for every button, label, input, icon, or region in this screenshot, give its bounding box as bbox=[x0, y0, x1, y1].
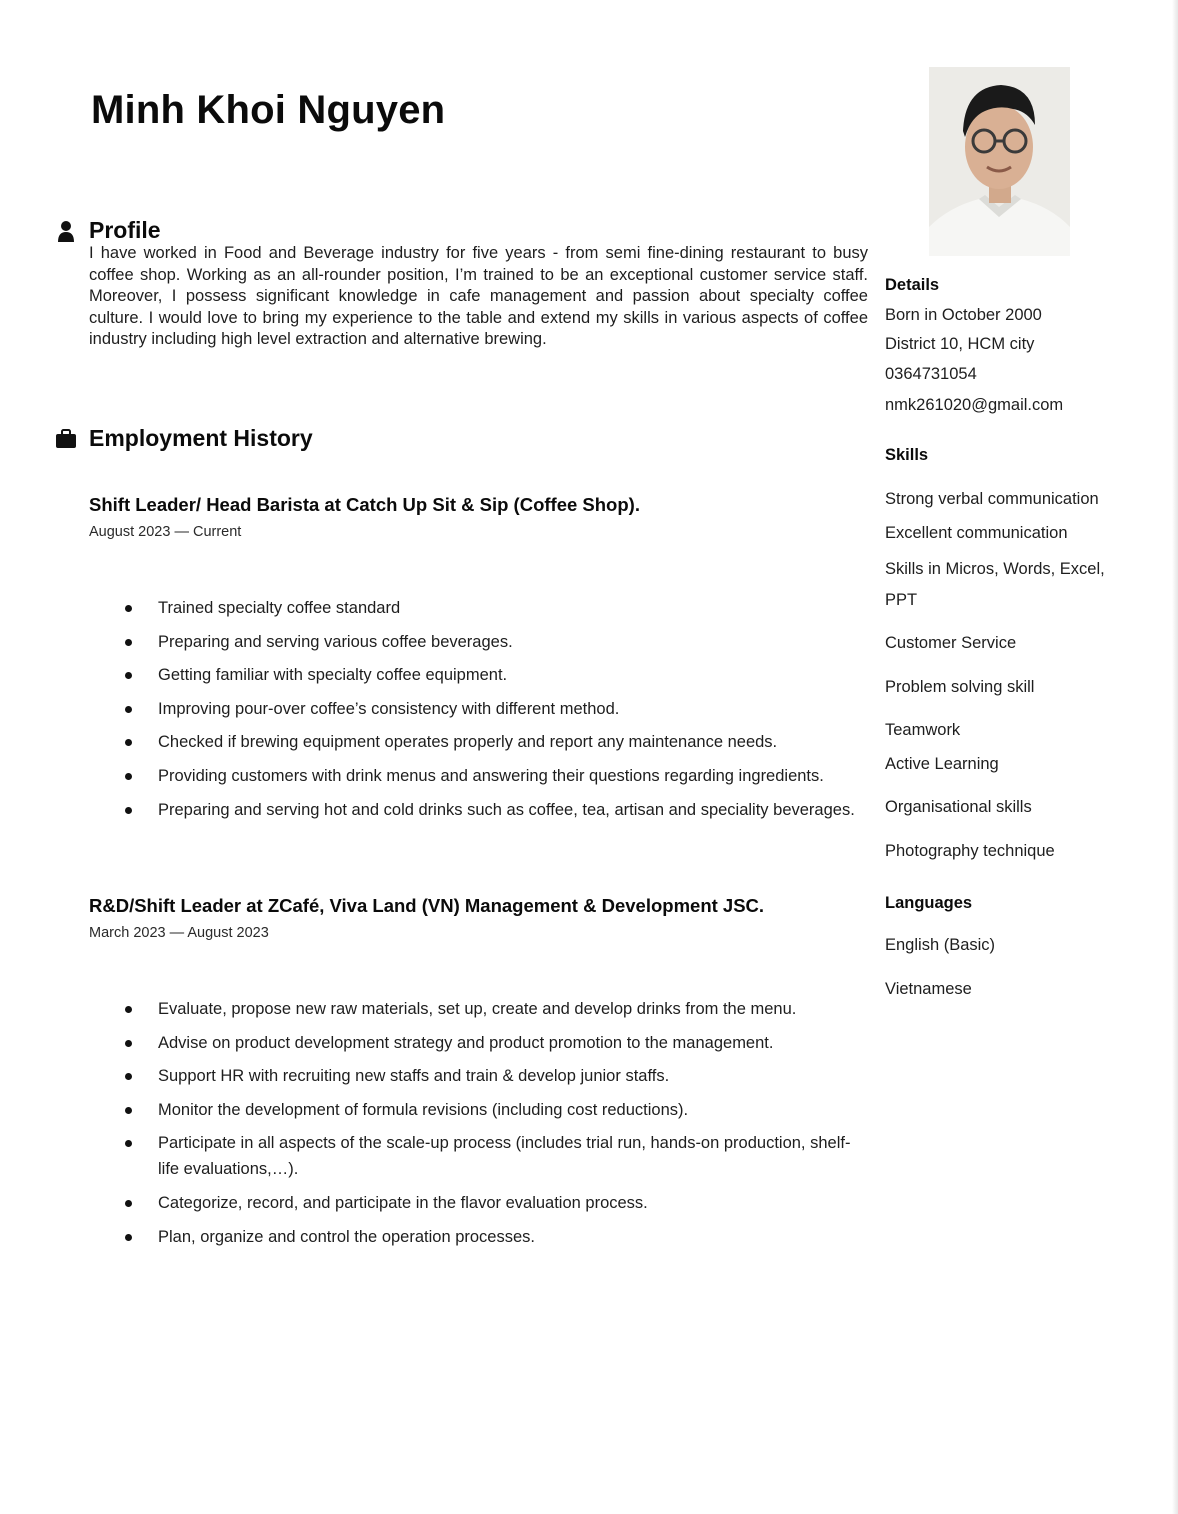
detail-address: District 10, HCM city bbox=[885, 335, 1035, 353]
list-item: Plan, organize and control the operation processes. bbox=[89, 1224, 869, 1250]
skills-heading: Skills bbox=[885, 446, 929, 464]
profile-summary: I have worked in Food and Beverage industry for five years - from semi fine-dining restaurant to busy coffee shop. Working as an all-rounder position, I’m trained to be an exceptional customer service staff. Moreover, I possess significant knowledge in cafe management and passion about specialty coffee culture. I would love to bring my experience to the table and extend my skills in various aspects of coffee industry including high level extraction and alternative brewing. bbox=[89, 244, 868, 349]
skill-item: Skills in Micros, Words, Excel, PPT bbox=[885, 560, 1105, 609]
list-item: Evaluate, propose new raw materials, set up, create and develop drinks from the menu. bbox=[89, 996, 869, 1022]
job-duties-list bbox=[89, 996, 869, 1257]
profile-section-header bbox=[55, 217, 161, 244]
job-duties-list bbox=[89, 595, 869, 830]
job-title: R&D/Shift Leader at ZCafé, Viva Land (VN) Management & Development JSC. bbox=[89, 895, 765, 916]
page-edge bbox=[1172, 0, 1178, 1514]
list-item: Support HR with recruiting new staffs and train & develop junior staffs. bbox=[89, 1063, 869, 1089]
job-dates: August 2023 — Current bbox=[89, 524, 242, 540]
skill-item: Customer Service bbox=[885, 634, 1017, 652]
list-item: Advise on product development strategy and product promotion to the management. bbox=[89, 1030, 869, 1056]
list-item: Trained specialty coffee standard bbox=[89, 595, 869, 621]
skill-item: Active Learning bbox=[885, 755, 999, 773]
languages-heading: Languages bbox=[885, 894, 973, 912]
person-icon bbox=[55, 220, 77, 242]
list-item: Improving pour-over coffee’s consistency with different method. bbox=[89, 696, 869, 722]
list-item: Preparing and serving various coffee beverages. bbox=[89, 629, 869, 655]
candidate-name: Minh Khoi Nguyen bbox=[91, 88, 446, 132]
list-item: Checked if brewing equipment operates properly and report any maintenance needs. bbox=[89, 729, 869, 755]
skill-item: Strong verbal communication bbox=[885, 490, 1099, 508]
list-item: Categorize, record, and participate in the flavor evaluation process. bbox=[89, 1190, 869, 1216]
detail-email: nmk261020@gmail.com bbox=[885, 396, 1064, 414]
skill-item: Problem solving skill bbox=[885, 678, 1035, 696]
language-item: English (Basic) bbox=[885, 936, 996, 954]
job-dates: March 2023 — August 2023 bbox=[89, 925, 269, 941]
list-item: Monitor the development of formula revisions (including cost reductions). bbox=[89, 1097, 869, 1123]
language-item: Vietnamese bbox=[885, 980, 972, 998]
profile-heading: Profile bbox=[89, 217, 161, 243]
details-heading: Details bbox=[885, 276, 940, 294]
briefcase-icon bbox=[55, 428, 77, 450]
list-item: Preparing and serving hot and cold drinks such as coffee, tea, artisan and speciality beverages. bbox=[89, 797, 869, 823]
profile-photo bbox=[929, 67, 1070, 256]
list-item: Participate in all aspects of the scale-up process (includes trial run, hands-on production, shelf-life evaluations,…). bbox=[89, 1130, 869, 1182]
list-item: Getting familiar with specialty coffee equipment. bbox=[89, 662, 869, 688]
detail-phone: 0364731054 bbox=[885, 365, 977, 383]
job-title: Shift Leader/ Head Barista at Catch Up Sit & Sip (Coffee Shop). bbox=[89, 494, 640, 515]
employment-heading: Employment History bbox=[89, 425, 313, 451]
detail-birth: Born in October 2000 bbox=[885, 306, 1042, 324]
skill-item: Organisational skills bbox=[885, 798, 1032, 816]
list-item: Providing customers with drink menus and answering their questions regarding ingredients. bbox=[89, 763, 869, 789]
skill-item: Teamwork bbox=[885, 721, 961, 739]
skill-item: Excellent communication bbox=[885, 524, 1068, 542]
skill-item: Photography technique bbox=[885, 842, 1055, 860]
employment-section-header bbox=[55, 425, 313, 452]
